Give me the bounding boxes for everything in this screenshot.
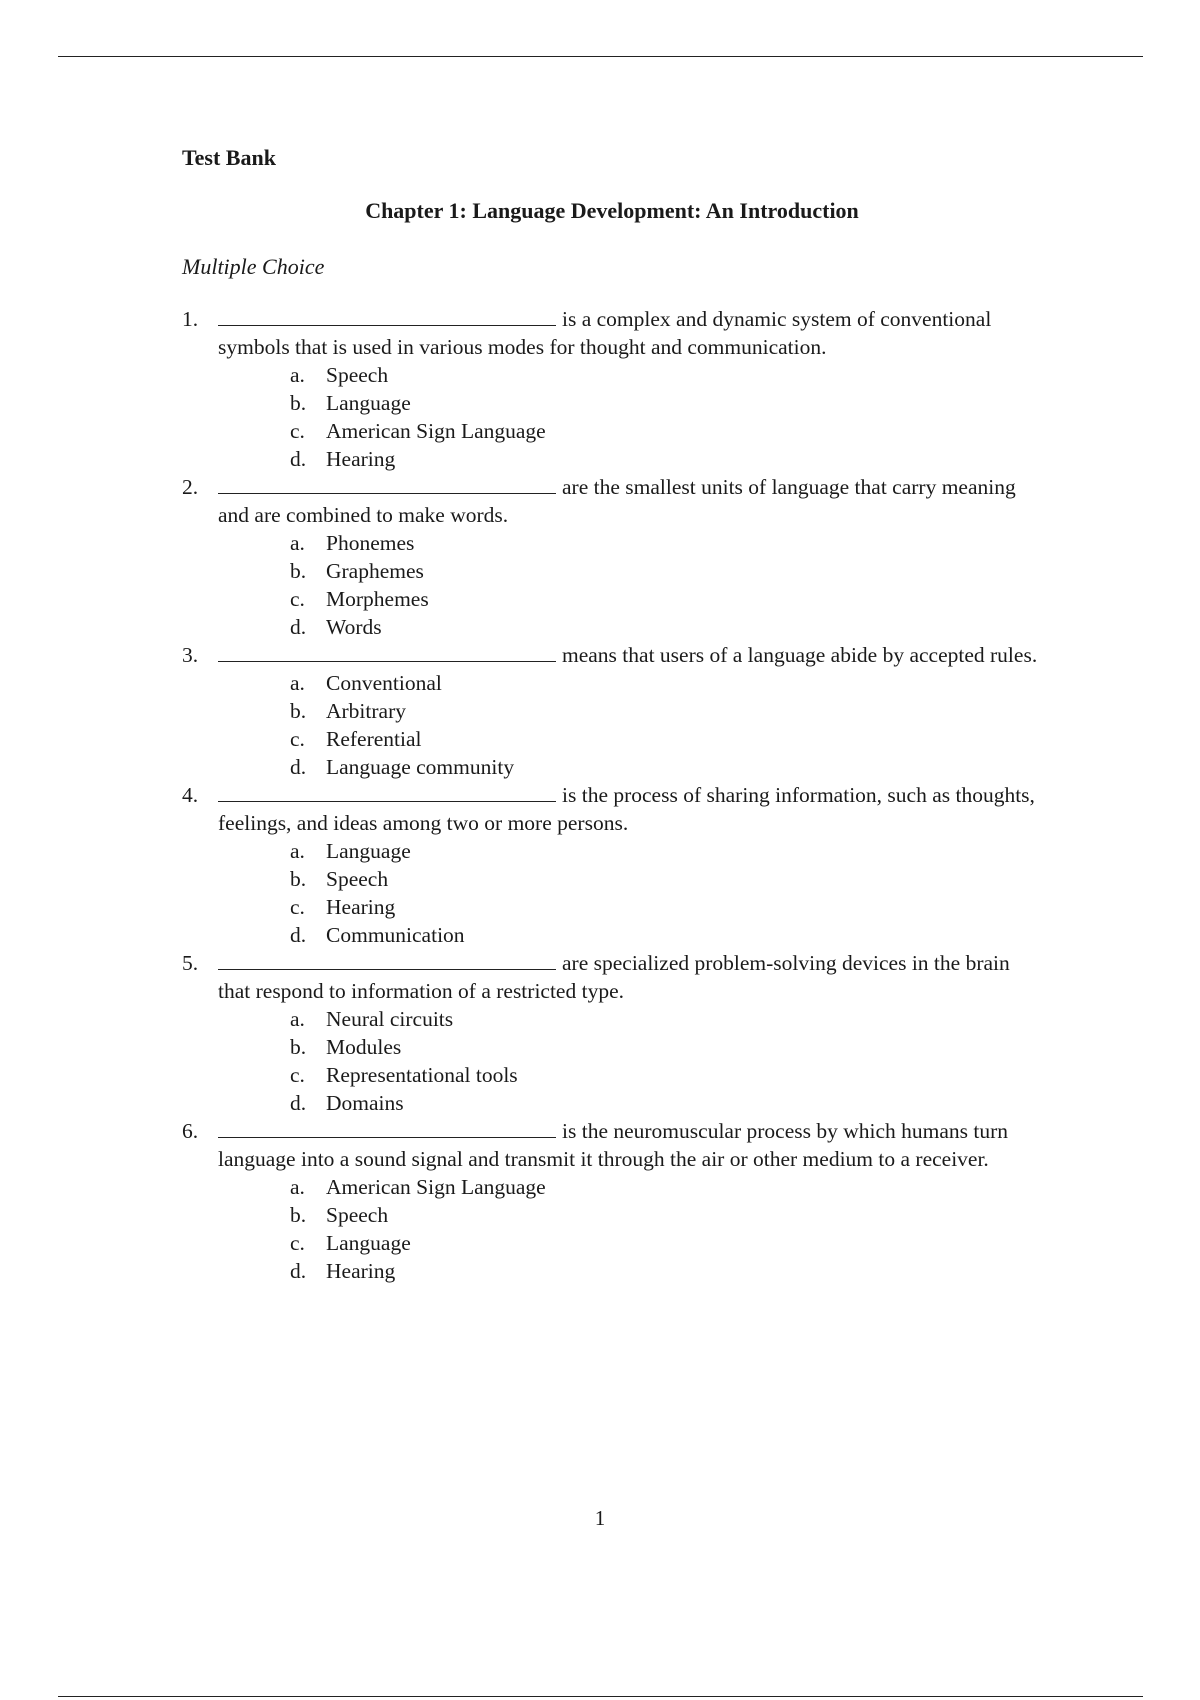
option-text: Language — [326, 391, 411, 415]
answer-blank — [218, 949, 556, 970]
option-text: Domains — [326, 1091, 404, 1115]
option — [290, 557, 1042, 585]
option-label: b. — [290, 1035, 307, 1059]
option-text: Conventional — [326, 671, 442, 695]
option-text: Speech — [326, 1203, 389, 1227]
option-text: Speech — [326, 363, 389, 387]
option — [290, 613, 1042, 641]
option-text: Referential — [326, 727, 422, 751]
option-text: Hearing — [326, 895, 396, 919]
option-label: b. — [290, 391, 307, 415]
option-label: c. — [290, 1231, 305, 1255]
option — [290, 1089, 1042, 1117]
option-list — [218, 1005, 1042, 1117]
question-number: 5. — [182, 951, 199, 975]
question-text: are specialized problem-solving devices in the brain that respond to information of a restricted type. — [218, 951, 1010, 1003]
option-label: d. — [290, 615, 307, 639]
top-rule — [58, 56, 1143, 57]
option-text: Graphemes — [326, 559, 424, 583]
doc-title: Test Bank — [182, 145, 276, 170]
option — [290, 361, 1042, 389]
option-text: Phonemes — [326, 531, 415, 555]
option-label: c. — [290, 587, 305, 611]
bottom-rule — [58, 1696, 1143, 1697]
option-text: Words — [326, 615, 382, 639]
option — [290, 1201, 1042, 1229]
option — [290, 669, 1042, 697]
question-number: 6. — [182, 1119, 199, 1143]
question-text: means that users of a language abide by accepted rules. — [562, 643, 1038, 667]
option — [290, 921, 1042, 949]
question-text: is the neuromuscular process by which humans turn language into a sound signal and transmit it through the air or other medium to a receiver. — [218, 1119, 1009, 1171]
option — [290, 529, 1042, 557]
option — [290, 585, 1042, 613]
option-label: a. — [290, 531, 305, 555]
option-text: Neural circuits — [326, 1007, 454, 1031]
question-number: 1. — [182, 307, 199, 331]
option — [290, 865, 1042, 893]
option-text: Modules — [326, 1035, 402, 1059]
option-label: c. — [290, 727, 305, 751]
option-list — [218, 669, 1042, 781]
option-text: American Sign Language — [326, 419, 546, 443]
option-list — [218, 837, 1042, 949]
option-label: b. — [290, 559, 307, 583]
option-label: c. — [290, 895, 305, 919]
option-label: a. — [290, 363, 305, 387]
option-label: a. — [290, 671, 305, 695]
option-label: a. — [290, 839, 305, 863]
option-label: d. — [290, 755, 307, 779]
question-number: 2. — [182, 475, 199, 499]
option-text: Hearing — [326, 447, 396, 471]
answer-blank — [218, 1117, 556, 1138]
option — [290, 389, 1042, 417]
option — [290, 1229, 1042, 1257]
option-label: c. — [290, 419, 305, 443]
option-text: Language — [326, 1231, 411, 1255]
chapter-heading: Chapter 1: Language Development: An Introduction — [365, 198, 859, 223]
option-text: Language — [326, 839, 411, 863]
question-number: 3. — [182, 643, 199, 667]
option-label: d. — [290, 923, 307, 947]
question-6 — [182, 1117, 1042, 1285]
option-label: a. — [290, 1175, 305, 1199]
option-text: Language community — [326, 755, 515, 779]
option — [290, 837, 1042, 865]
question-text: are the smallest units of language that carry meaning and are combined to make words. — [218, 475, 1016, 527]
page-content — [182, 145, 1042, 1285]
option-text: Communication — [326, 923, 465, 947]
option-label: b. — [290, 699, 307, 723]
answer-blank — [218, 641, 556, 662]
option-text: Representational tools — [326, 1063, 518, 1087]
option-text: Morphemes — [326, 587, 429, 611]
option — [290, 1257, 1042, 1285]
question-list — [182, 305, 1042, 1285]
option-text: Speech — [326, 867, 389, 891]
question-5 — [182, 949, 1042, 1117]
question-number: 4. — [182, 783, 199, 807]
section-heading: Multiple Choice — [182, 254, 325, 279]
option — [290, 417, 1042, 445]
answer-blank — [218, 305, 556, 326]
option-list — [218, 529, 1042, 641]
answer-blank — [218, 473, 556, 494]
question-text: is the process of sharing information, such as thoughts, feelings, and ideas among two or more persons. — [218, 783, 1035, 835]
page-number: 1 — [594, 1506, 606, 1530]
option-list — [218, 1173, 1042, 1285]
answer-blank — [218, 781, 556, 802]
question-3 — [182, 641, 1042, 781]
question-1 — [182, 305, 1042, 473]
option-label: d. — [290, 447, 307, 471]
option-label: b. — [290, 867, 307, 891]
option-label: a. — [290, 1007, 305, 1031]
option-list — [218, 361, 1042, 473]
option-label: d. — [290, 1091, 307, 1115]
option-label: d. — [290, 1259, 307, 1283]
option-text: Arbitrary — [326, 699, 406, 723]
question-text: is a complex and dynamic system of conventional symbols that is used in various modes for thought and communication. — [218, 307, 992, 359]
option — [290, 1033, 1042, 1061]
option — [290, 725, 1042, 753]
option — [290, 753, 1042, 781]
option-label: b. — [290, 1203, 307, 1227]
option-text: American Sign Language — [326, 1175, 546, 1199]
option — [290, 1005, 1042, 1033]
question-4 — [182, 781, 1042, 949]
option-label: c. — [290, 1063, 305, 1087]
question-2 — [182, 473, 1042, 641]
option — [290, 1061, 1042, 1089]
option — [290, 445, 1042, 473]
option — [290, 893, 1042, 921]
option — [290, 1173, 1042, 1201]
option — [290, 697, 1042, 725]
option-text: Hearing — [326, 1259, 396, 1283]
